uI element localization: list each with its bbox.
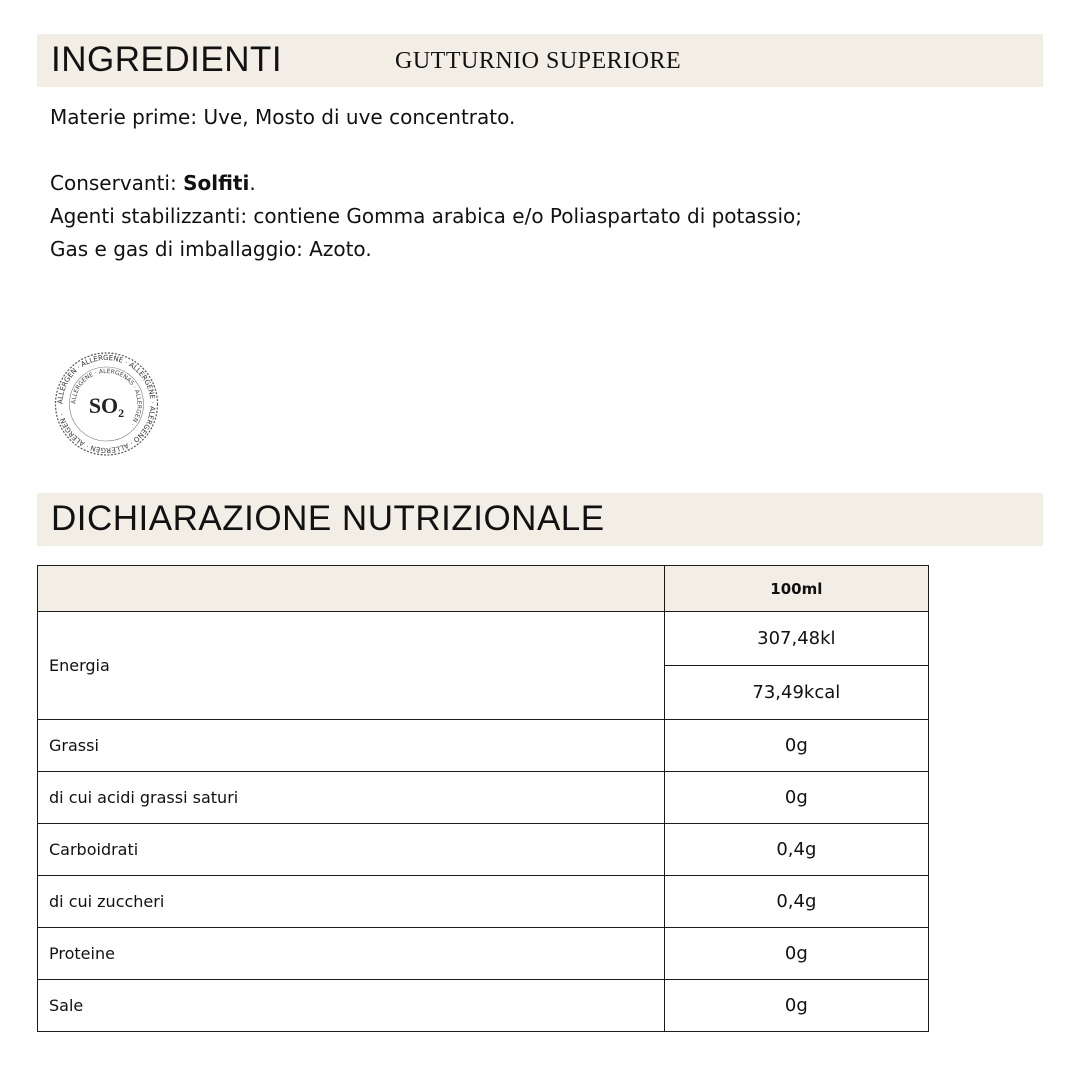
table-row (38, 928, 929, 980)
ingredients-title: INGREDIENTI (51, 40, 283, 79)
seal-ring-text: ALLERGEN · ALLERGENE · ALLERGÈNE · ALERGENO · ALLERGEN · ALERGEN · (56, 353, 157, 455)
nutrient-label: di cui zuccheri (38, 876, 665, 928)
nutrient-value: 0g (664, 720, 928, 772)
table-row (38, 824, 929, 876)
packaging-gas-text: Gas e gas di imballaggio: Azoto. (50, 237, 372, 261)
nutrient-label: Sale (38, 980, 665, 1032)
nutrient-label: Carboidrati (38, 824, 665, 876)
table-row (38, 980, 929, 1032)
seal-center-text: SO2 (88, 393, 125, 420)
table-row (38, 772, 929, 824)
stabilizers-text: Agenti stabilizzanti: contiene Gomma arabica e/o Poliaspartato di potassio; (50, 204, 803, 228)
nutrient-label: Grassi (38, 720, 665, 772)
table-header-row (38, 566, 929, 612)
nutrient-value: 0g (664, 772, 928, 824)
nutrient-value: 0,4g (664, 876, 928, 928)
header-empty-cell (38, 566, 665, 612)
table-row (38, 612, 929, 666)
ingredients-header (37, 34, 1043, 87)
column-header-100ml: 100ml (664, 566, 928, 612)
energy-kcal-value: 73,49kcal (664, 666, 928, 720)
allergen-seal-icon (50, 351, 163, 457)
nutrition-header (37, 493, 1043, 546)
nutrient-label: di cui acidi grassi saturi (38, 772, 665, 824)
table-row (38, 720, 929, 772)
preservatives-value: Solfiti (183, 171, 250, 195)
preservatives-line (50, 167, 256, 200)
nutrient-value: 0g (664, 980, 928, 1032)
nutrition-table (37, 565, 929, 1032)
nutrient-value: 0,4g (664, 824, 928, 876)
preservatives-end: . (249, 171, 256, 195)
seal-inner-text: ALLERGENE · ALERGENAS · ALLERGEN · (70, 367, 143, 428)
raw-materials-text: Materie prime: Uve, Mosto di uve concentrato. (50, 105, 516, 129)
nutrient-value: 0g (664, 928, 928, 980)
nutrient-label: Proteine (38, 928, 665, 980)
nutrition-title: DICHIARAZIONE NUTRIZIONALE (51, 499, 605, 538)
energy-label: Energia (38, 612, 665, 720)
preservatives-label: Conservanti: (50, 171, 184, 195)
energy-kj-value: 307,48kl (664, 612, 928, 666)
product-name: GUTTURNIO SUPERIORE (395, 48, 682, 74)
table-row (38, 876, 929, 928)
